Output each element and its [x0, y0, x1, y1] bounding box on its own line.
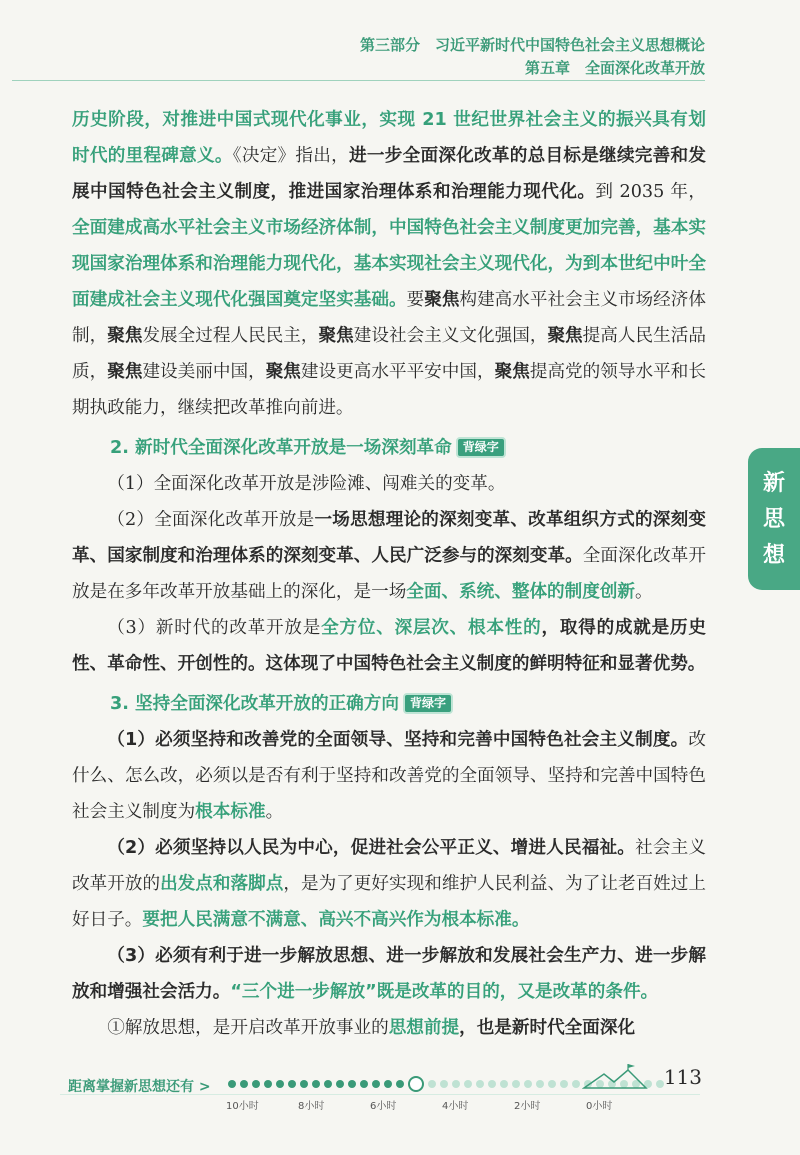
progress-dot: [476, 1080, 484, 1088]
emphasis-text: 聚焦: [265, 362, 301, 382]
body-text: （1）全面深化改革开放是涉险滩、闯难关的变革。: [107, 474, 506, 494]
progress-marker: [408, 1076, 424, 1092]
progress-dot: [372, 1080, 380, 1088]
emphasis-text: ，也是新时代全面深化: [459, 1018, 636, 1038]
paragraph-2-2: [72, 502, 706, 610]
mountain-flag-icon: [582, 1064, 648, 1090]
emphasis-text: 一场思想理论的深刻变革、改革组织方式的深刻变革、国家制度和治理体系的深刻变革、人民广泛参与的深刻变革。: [72, 510, 706, 566]
progress-dot: [464, 1080, 472, 1088]
highlight-green-text: 历史阶段，对推进中国式现代化事业，实现 21 世纪世界社会主义的振兴具有划时代的里程碑意义。: [72, 110, 706, 166]
body-text: 社会主义改革开放的: [72, 838, 706, 894]
emphasis-text: 聚焦: [318, 326, 354, 346]
progress-dot: [440, 1080, 448, 1088]
progress-dot: [384, 1080, 392, 1088]
emphasis-text: 聚焦: [424, 290, 460, 310]
progress-dot: [428, 1080, 436, 1088]
highlight-green-text: “三个进一步解放”既是改革的目的，又是改革的条件。: [230, 982, 659, 1002]
side-section-tab: [748, 448, 800, 590]
section-2-title: 2. 新时代全面深化改革开放是一场深刻革命: [110, 438, 452, 458]
progress-dot: [240, 1080, 248, 1088]
progress-dot: [360, 1080, 368, 1088]
highlight-green-text: 出发点和落脚点: [160, 874, 284, 894]
section-3-heading: [72, 686, 706, 722]
body-text: 。: [635, 582, 653, 602]
progress-dot: [656, 1080, 664, 1088]
side-tab-char: 思: [762, 507, 785, 532]
emphasis-text: 聚焦: [107, 326, 143, 346]
paragraph-3-4: [72, 1010, 706, 1046]
memorize-green-badge: 背绿字: [456, 437, 506, 458]
progress-dot: [264, 1080, 272, 1088]
running-header-chapter: 第五章 全面深化改革开放: [524, 59, 705, 77]
progress-dot: [560, 1080, 568, 1088]
progress-dot: [548, 1080, 556, 1088]
header-divider: [12, 80, 705, 81]
paragraph-3-1: [72, 722, 706, 830]
body-text: 提高党的领导水平和长期执政能力，继续把改革推向前进。: [72, 362, 706, 418]
body-text: 建设更高水平平安中国，: [300, 362, 495, 382]
page-body: [72, 102, 706, 1046]
highlight-green-text: 根本标准: [195, 802, 266, 822]
section-3-title: 3. 坚持全面深化改革开放的正确方向: [110, 694, 399, 714]
side-tab-char: 新: [762, 471, 785, 496]
progress-ticks: [0, 1097, 800, 1113]
emphasis-text: 进一步全面深化改革的总目标是继续完善和发展中国特色社会主义制度，推进国家治理体系和治理能力现代化。: [72, 146, 706, 202]
emphasis-text: 聚焦: [547, 326, 583, 346]
body-text: 改什么、怎么改，必须以是否有利于坚持和改善党的全面领导、坚持和完善中国特色社会主义制度为: [72, 730, 706, 822]
highlight-green-text: 思想前提: [388, 1018, 460, 1038]
body-text: ，是为了更好实现和维护人民利益、为了让老百姓过上好日子。: [72, 874, 706, 930]
progress-dot: [324, 1080, 332, 1088]
paragraph-3-3: [72, 938, 706, 1010]
highlight-green-text: 要把人民满意不满意、高兴不高兴作为根本标准。: [142, 910, 530, 930]
progress-dot: [512, 1080, 520, 1088]
body-text: 提高人民生活品质，: [72, 326, 706, 382]
progress-dot: [276, 1080, 284, 1088]
progress-dot: [348, 1080, 356, 1088]
body-text: 构建高水平社会主义市场经济体制，: [72, 290, 706, 346]
progress-dot: [536, 1080, 544, 1088]
page-number: 113: [663, 1065, 702, 1089]
emphasis-text: （3）必须有利于进一步解放思想、进一步解放和发展社会生产力、进一步解放和增强社会活力。: [72, 946, 706, 1002]
progress-dot: [336, 1080, 344, 1088]
body-text: 全面深化改革开放是在多年改革开放基础上的深化，是一场: [72, 546, 706, 602]
body-text: （2）全面深化改革开放是: [107, 510, 315, 530]
progress-dot: [312, 1080, 320, 1088]
progress-dot: [228, 1080, 236, 1088]
running-header-part: 第三部分 习近平新时代中国特色社会主义思想概论: [359, 36, 705, 54]
body-text: 发展全过程人民民主，: [142, 326, 319, 346]
highlight-green-text: 全方位、深层次、根本性的: [321, 618, 542, 638]
body-text: 《决定》指出，: [232, 146, 350, 166]
progress-dot: [396, 1080, 404, 1088]
progress-tick-label: 10小时: [226, 1101, 259, 1112]
emphasis-text: 聚焦: [494, 362, 530, 382]
paragraph-2-1: [72, 466, 706, 502]
section-2-heading: [72, 430, 706, 466]
side-tab-char: 想: [762, 543, 785, 568]
progress-tick-label: 0小时: [586, 1101, 613, 1112]
body-text: 要: [406, 290, 425, 310]
highlight-green-text: 全面、系统、整体的制度创新: [406, 582, 636, 602]
progress-dot: [500, 1080, 508, 1088]
paragraph-2-3: [72, 610, 706, 682]
progress-dot: [288, 1080, 296, 1088]
progress-tick-label: 8小时: [298, 1101, 325, 1112]
emphasis-text: （1）必须坚持和改善党的全面领导、坚持和完善中国特色社会主义制度。: [107, 730, 689, 750]
progress-tick-label: 6小时: [370, 1101, 397, 1112]
progress-dot: [452, 1080, 460, 1088]
body-text: 。: [265, 802, 284, 822]
body-text: 建设社会主义文化强国，: [353, 326, 548, 346]
emphasis-text: 这体现了中国特色社会主义制度的鲜明特征和显著优势。: [265, 654, 706, 674]
emphasis-text: ，取得的成就是历史性、革命性、开创性的。: [72, 618, 706, 674]
progress-tick-label: 2小时: [514, 1101, 541, 1112]
paragraph-intro: [72, 102, 706, 426]
progress-tick-label: 4小时: [442, 1101, 469, 1112]
body-text: 建设美丽中国，: [142, 362, 266, 382]
emphasis-text: 聚焦: [107, 362, 143, 382]
progress-dot: [300, 1080, 308, 1088]
progress-dot: [488, 1080, 496, 1088]
emphasis-text: （2）必须坚持以人民为中心，促进社会公平正义、增进人民福祉。: [107, 838, 636, 858]
highlight-green-text: 全面建成高水平社会主义市场经济体制，中国特色社会主义制度更加完善，基本实现国家治理体系和治理能力现代化，基本实现社会主义现代化，为到本世纪中叶全面建成社会主义现代化强国奠定坚实基础。: [72, 218, 706, 310]
progress-dot: [572, 1080, 580, 1088]
progress-dot: [524, 1080, 532, 1088]
progress-label: 距离掌握新思想还有 >: [68, 1079, 211, 1095]
memorize-green-badge: 背绿字: [403, 693, 453, 714]
body-text: （3）新时代的改革开放是: [107, 618, 322, 638]
progress-dot: [252, 1080, 260, 1088]
paragraph-3-2: [72, 830, 706, 938]
body-text: ①解放思想，是开启改革开放事业的: [107, 1018, 389, 1038]
body-text: 到 2035 年，: [595, 182, 706, 202]
